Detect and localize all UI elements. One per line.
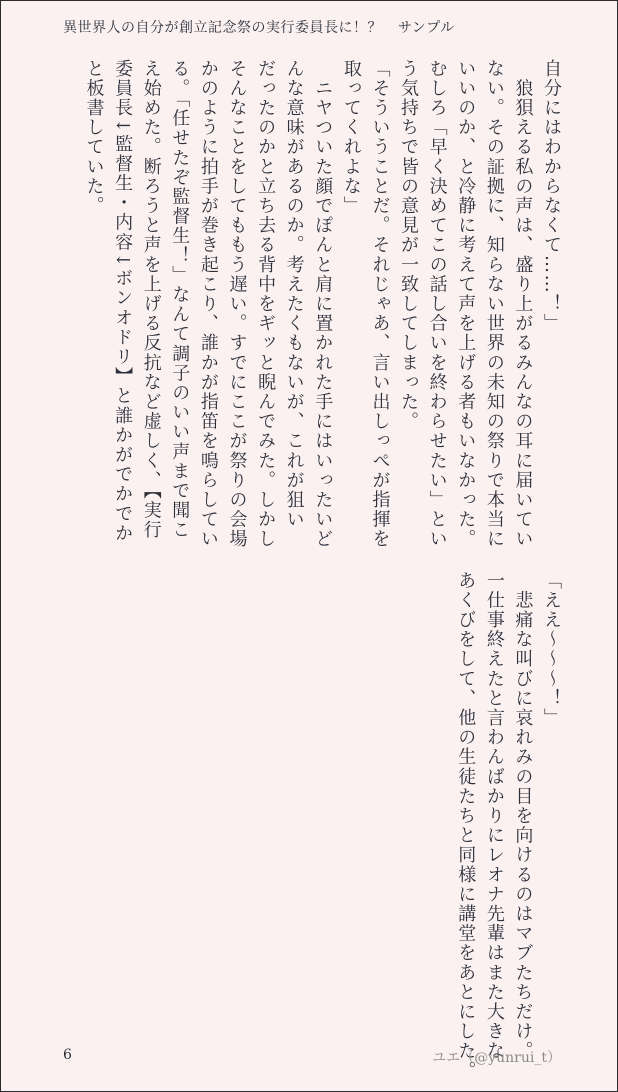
sample-label: サンプル: [398, 20, 455, 36]
body-text-lower: 「ええ〜〜〜！」 悲痛な叫びに哀れみの目を向けるのはマブたちだけ。 一仕事終えたと言わんばかりにレオナ先輩はまた大きな あくびをして、他の生徒たちと同様に講堂をあとにした。: [455, 571, 562, 1081]
book-title: 異世界人の自分が創立記念祭の実行委員長に！？: [63, 20, 382, 36]
body-text-upper: 自分にはわからなくて……！」 狼狽える私の声は、盛り上がるみんなの耳に届いてい ない。その証拠に、知らない世界の未知の祭りで本当に いいのか、と冷静に考えて声を上げる者もいなかった。 むしろ「早く決めてこの話し合いを終わらせたい」とい う気持ちで皆の意見が一致してしまった。 「そういうことだ。それじゃあ、言い出しっぺが指揮を 取ってくれよな」 ニヤついた顔でぽんと肩に置かれた手にはいったいど んな意味があるのか。考えたくもないが、これが狙い だったのかと立ち去る背中をギッと睨んでみた。しかし そんなことをしてももう遅い。すでにここが祭りの会場 かのように拍手が巻き起こり、誰かが指笛を鳴らしてい る。「任せたぞ監督生！」なんて調子のいい声まで聞こ え始めた。断ろうと声を上げる反抗など虚しく、【実行 委員長↓監督生・内容↓ボンオドリ】と誰かがでかでか と板書していた。: [83, 59, 562, 549]
author-credit: ユエ（@yunrui_t）: [432, 1050, 561, 1066]
page-number: 6: [63, 1047, 72, 1063]
page-header: [63, 17, 455, 37]
